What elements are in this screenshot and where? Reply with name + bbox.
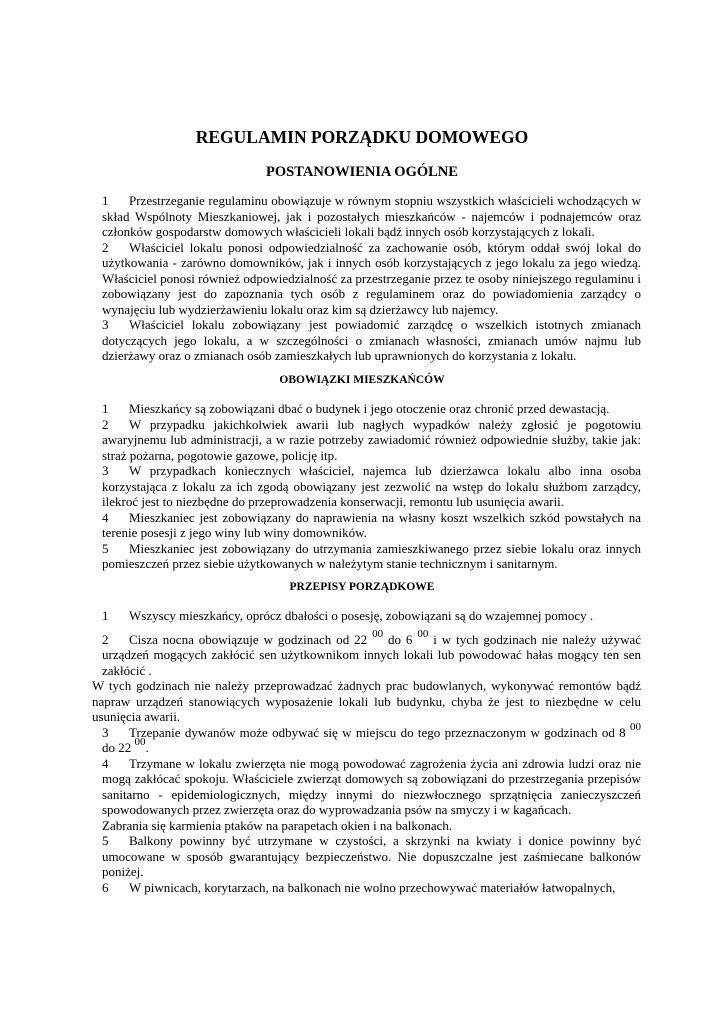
list-item: 3 Trzepanie dywanów może odbywać się w miejscu do tego przeznaczonym w godzinach od 8 $^{00}$ do 22 $^{00}$. — [102, 720, 641, 755]
list-item: 4 Mieszkaniec jest zobowiązany do naprawienia na własny koszt wszelkich szkód powstałych na terenie posesji z jego winy lub winy domowników. — [102, 509, 641, 540]
rule-note: Zabrania się karmienia ptaków na parapetach okien i na balkonach. — [102, 817, 453, 833]
list-item: 2 W przypadku jakichkolwiek awarii lub nagłych wypadków należy zgłosić je pogotowiu awaryjnemu lub administracji, a w razie potrzeby zawiadomić również odpowiednie służby, takie jak: straż pożarna, pogotowie gazowe, policję itp. — [102, 416, 641, 463]
section-heading-duties: OBOWIĄZKI MIESZKAŃCÓW — [279, 374, 445, 386]
list-item: 5 Mieszkaniec jest zobowiązany do utrzymania zamieszkiwanego przez siebie lokalu oraz innych pomieszczeń przez siebie użytkowanych w należytym stanie technicznym i sanitarnym. — [102, 540, 641, 571]
list-item: 3 Właściciel lokalu zobowiązany jest powiadomić zarządcę o wszelkich istotnych zmianach dotyczących jego lokalu, a w szczególności o zmianach własności, zmianach umów najmu lub dzierżawy oraz o zmianach osób zamieszkałych lub uprawnionych do korzystania z lokalu. — [102, 317, 641, 363]
list-item: 1 Przestrzeganie regulaminu obowiązuje w równym stopniu wszystkich właścicieli wchodzących w skład Wspólnoty Mieszkaniowej, jak i pozostałych mieszkańców - najemców i podnajemców oraz członków gospodarstw domowych właścicieli lokali bądź innych osób korzystających z lokali. — [102, 193, 641, 239]
list-item: 2 Właściciel lokalu ponosi odpowiedzialność za zachowanie osób, którym oddał swój lokal do użytkowania - zarówno domowników, jak i innych osób korzystających z jego lokalu za jego wiedzą. Właściciel ponosi również odpowiedzialność za przestrzeganie przez te osoby niniejszego regulaminu i zobowiązany jest do zapoznania tych osób z regulaminem oraz do powiadomienia zarządcy o wynajęciu lub wydzierżawieniu lokalu oraz kim są dzierżawcy lub najemcy. — [102, 239, 641, 317]
document-title: REGULAMIN PORZĄDKU DOMOWEGO — [195, 127, 529, 147]
list-item: 6 W piwnicach, korytarzach, na balkonach nie wolno przechowywać materiałów łatwopalnych, — [102, 879, 616, 895]
rule-note: W tych godzinach nie należy przeprowadzać żadnych prac budowlanych, wykonywać remontów bądź napraw urządzeń stanowiących wyposażenie lokali lub budynku, chyba że jest to niezbędne w celu usunięcia awarii. — [92, 678, 641, 724]
section-rules-body — [92, 608, 642, 895]
list-item: 5 Balkony powinny być utrzymane w czystości, a skrzynki na kwiaty i donice powinny być umocowane w sposób gwarantujący bezpieczeństwo. Nie dopuszczalne jest zaśmiecane balkonów poniżej. — [102, 833, 641, 879]
list-item: 1 Mieszkańcy są zobowiązani dbać o budynek i jego otoczenie oraz chronić przed dewastacją. — [102, 401, 610, 416]
list-item: 3 W przypadkach koniecznych właściciel, najemca lub dzierżawca lokalu albo inna osoba korzystająca z lokalu za ich zgodą obowiązany jest zezwolić na wstęp do lokalu służbom zarządcy, ilekroć jest to niezbędne do przeprowadzenia konserwacji, remontu lub usunięcia awarii. — [102, 463, 641, 509]
section-heading-general: POSTANOWIENIA OGÓLNE — [266, 164, 458, 180]
section-duties-body — [102, 401, 641, 572]
list-item: 4 Trzymane w lokalu zwierzęta nie mogą powodować zagrożenia życia ani zdrowia ludzi oraz nie mogą zakłócać spokoju. Właściciele zwierząt domowych są zobowiązani do przestrzegania przepisów sanitarno - epidemiologicznych, między innymi do niezwłocznego sprzątnięcia zanieczyszczeń spowodowanych przez zwierzęta oraz do wyprowadzania psów na smyczy i w kagańcach. — [102, 755, 641, 817]
list-item: 1 Wszyscy mieszkańcy, oprócz dbałości o posesję, zobowiązani są do wzajemnej pomocy . — [102, 608, 594, 623]
section-heading-rules: PRZEPISY PORZĄDKOWE — [289, 581, 435, 593]
section-general-body — [102, 193, 641, 364]
list-item: 2 Cisza nocna obowiązuje w godzinach od 22 $^{00}$ do 6 $^{00}$ i w tych godzinach nie należy używać urządzeń mogących zakłócić sen użytkownikom innych lokali lub powodować hałas mogący ten sen zakłócić . — [102, 627, 642, 678]
